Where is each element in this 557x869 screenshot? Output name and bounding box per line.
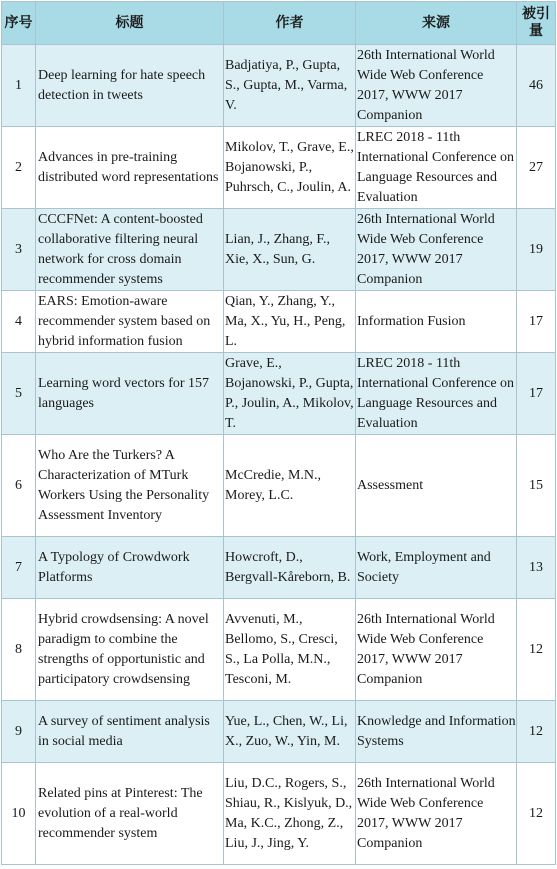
- cell-no: 9: [2, 701, 36, 763]
- table-row: [2, 435, 556, 537]
- cell-author: Liu, D.C., Rogers, S., Shiau, R., Kislyuk, D., Ma, K.C., Zhong, Z., Liu, J., Jing, Y.: [224, 763, 356, 865]
- cell-no: 7: [2, 537, 36, 599]
- header-author: 作者: [224, 2, 356, 45]
- header-source: 来源: [356, 2, 517, 45]
- cell-author: Yue, L., Chen, W., Li, X., Zuo, W., Yin, M.: [224, 701, 356, 763]
- cell-no: 2: [2, 127, 36, 209]
- cell-author: Mikolov, T., Grave, E., Bojanowski, P., Puhrsch, C., Joulin, A.: [224, 127, 356, 209]
- cell-source: 26th International World Wide Web Conference 2017, WWW 2017 Companion: [356, 45, 517, 127]
- table-row: [2, 537, 556, 599]
- table-header-row: [2, 2, 556, 45]
- cell-source: 26th International World Wide Web Conference 2017, WWW 2017 Companion: [356, 209, 517, 291]
- table-row: [2, 701, 556, 763]
- cell-author: Grave, E., Bojanowski, P., Gupta, P., Joulin, A., Mikolov, T.: [224, 353, 356, 435]
- cell-no: 3: [2, 209, 36, 291]
- cell-title: Who Are the Turkers? A Characterization of MTurk Workers Using the Personality Assessment Inventory: [36, 435, 224, 537]
- table-row: [2, 209, 556, 291]
- cell-title: A survey of sentiment analysis in social media: [36, 701, 224, 763]
- cell-title: Learning word vectors for 157 languages: [36, 353, 224, 435]
- cell-no: 8: [2, 599, 36, 701]
- header-cites: [517, 2, 556, 45]
- cell-cites: 12: [517, 599, 556, 701]
- cell-title: Related pins at Pinterest: The evolution of a real-world recommender system: [36, 763, 224, 865]
- cell-cites: 19: [517, 209, 556, 291]
- cell-title: Hybrid crowdsensing: A novel paradigm to combine the strengths of opportunistic and participatory crowdsensing: [36, 599, 224, 701]
- header-no: 序号: [2, 2, 36, 45]
- cell-cites: 15: [517, 435, 556, 537]
- table-row: [2, 45, 556, 127]
- cell-no: 4: [2, 291, 36, 353]
- cell-source: Information Fusion: [356, 291, 517, 353]
- header-title: 标题: [36, 2, 224, 45]
- cell-cites: 27: [517, 127, 556, 209]
- cell-source: Knowledge and Information Systems: [356, 701, 517, 763]
- table-row: [2, 291, 556, 353]
- header-cites-line2: 量: [529, 23, 543, 39]
- cell-title: CCCFNet: A content-boosted collaborative filtering neural network for cross domain recommender systems: [36, 209, 224, 291]
- cell-cites: 17: [517, 291, 556, 353]
- header-cites-line1: 被引: [522, 6, 550, 22]
- table-row: [2, 763, 556, 865]
- cell-title: Advances in pre-training distributed word representations: [36, 127, 224, 209]
- table-row: [2, 599, 556, 701]
- cell-source: 26th International World Wide Web Conference 2017, WWW 2017 Companion: [356, 763, 517, 865]
- cell-no: 1: [2, 45, 36, 127]
- cell-author: Qian, Y., Zhang, Y., Ma, X., Yu, H., Peng, L.: [224, 291, 356, 353]
- cell-author: Avvenuti, M., Bellomo, S., Cresci, S., La Polla, M.N., Tesconi, M.: [224, 599, 356, 701]
- cell-author: Lian, J., Zhang, F., Xie, X., Sun, G.: [224, 209, 356, 291]
- cell-cites: 46: [517, 45, 556, 127]
- cell-no: 5: [2, 353, 36, 435]
- cell-source: Assessment: [356, 435, 517, 537]
- citation-table: [1, 1, 556, 865]
- cell-source: 26th International World Wide Web Conference 2017, WWW 2017 Companion: [356, 599, 517, 701]
- table-row: [2, 127, 556, 209]
- cell-no: 10: [2, 763, 36, 865]
- cell-author: McCredie, M.N., Morey, L.C.: [224, 435, 356, 537]
- cell-cites: 13: [517, 537, 556, 599]
- cell-cites: 12: [517, 701, 556, 763]
- cell-title: EARS: Emotion-aware recommender system based on hybrid information fusion: [36, 291, 224, 353]
- cell-source: Work, Employment and Society: [356, 537, 517, 599]
- cell-author: Badjatiya, P., Gupta, S., Gupta, M., Varma, V.: [224, 45, 356, 127]
- table-row: [2, 353, 556, 435]
- cell-title: Deep learning for hate speech detection in tweets: [36, 45, 224, 127]
- cell-source: LREC 2018 - 11th International Conference on Language Resources and Evaluation: [356, 127, 517, 209]
- cell-source: LREC 2018 - 11th International Conference on Language Resources and Evaluation: [356, 353, 517, 435]
- cell-title: A Typology of Crowdwork Platforms: [36, 537, 224, 599]
- cell-cites: 17: [517, 353, 556, 435]
- cell-no: 6: [2, 435, 36, 537]
- cell-cites: 12: [517, 763, 556, 865]
- cell-author: Howcroft, D., Bergvall-Kåreborn, B.: [224, 537, 356, 599]
